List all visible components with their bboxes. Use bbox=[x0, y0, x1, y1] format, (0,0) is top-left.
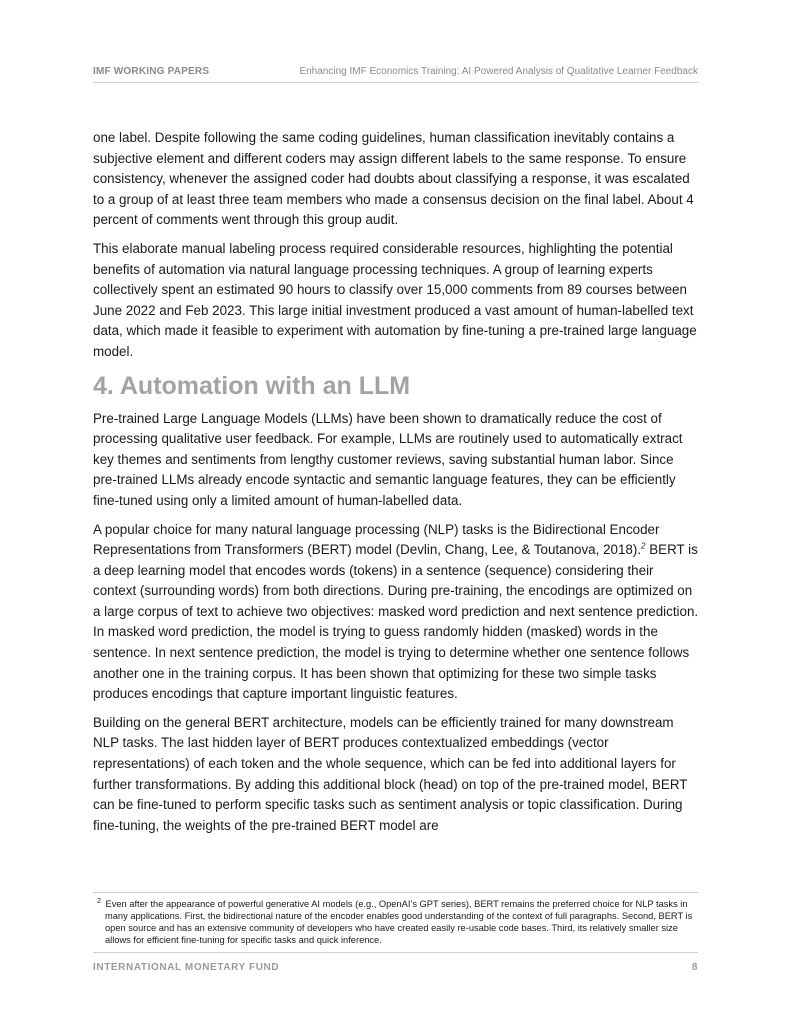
paragraph-text: A popular choice for many natural language processing (NLP) tasks is the Bidirectional Encoder Representations from Transformers (BERT) model (Devlin, Chang, Lee, & Toutanova, 2018). bbox=[93, 521, 660, 558]
footnote-body bbox=[97, 898, 699, 946]
paragraph-with-footnote bbox=[93, 520, 699, 705]
footnote-divider bbox=[93, 892, 698, 893]
running-header bbox=[93, 64, 698, 83]
running-footer bbox=[93, 952, 698, 973]
footnote-text: Even after the appearance of powerful generative AI models (e.g., OpenAI’s GPT series), BERT remains the preferred choice for NLP tasks in many applications. First, the bidirectional nature of the encoder enables good understanding of the context of full paragraphs. Second, BERT is open source and has an extensive community of developers who have created easily re-usable code bases. Third, its relatively smaller size allows for efficient fine-tuning for specific tasks and quick inference. bbox=[105, 899, 693, 945]
paragraph: Pre-trained Large Language Models (LLMs) have been shown to dramatically reduce the cost of processing qualitative user feedback. For example, LLMs are routinely used to automatically extract key themes and sentiments from lengthy customer reviews, saving substantial human labor. Since pre-trained LLMs already encode syntactic and semantic language features, they can be efficiently fine-tuned using only a limited amount of human-labelled data. bbox=[93, 410, 683, 508]
header-paper-title: Enhancing IMF Economics Training: AI Powered Analysis of Qualitative Learner Feedback bbox=[299, 66, 698, 77]
header-series-label: IMF WORKING PAPERS bbox=[93, 66, 210, 77]
footnote bbox=[97, 898, 699, 946]
paragraph-text: BERT is a deep learning model that encodes words (tokens) in a sentence (sequence) considering their context (surrounding words) from both directions. During pre-training, the encodings are optimized on a large corpus of text to achieve two objectives: masked word prediction and next sentence prediction. In masked word prediction, the model is trying to guess randomly hidden (masked) words in the sentence. In next sentence prediction, the model is trying to determine whether one sentence follows another one in the training corpus. It has been shown that optimizing for these two simple tasks produces encodings that capture important linguistic features. bbox=[93, 542, 699, 702]
footer-organization: INTERNATIONAL MONETARY FUND bbox=[93, 962, 280, 973]
body-text bbox=[93, 128, 699, 844]
paragraph: This elaborate manual labeling process required considerable resources, highlighting the potential benefits of automation via natural language processing techniques. A group of learning experts collectively spent an estimated 90 hours to classify over 15,000 comments from 89 courses between June 2022 and Feb 2023. This large initial investment produced a vast amount of human-labelled text data, which made it feasible to experiment with automation by fine-tuning a pre-trained large language model. bbox=[93, 240, 697, 359]
section-heading: 4. Automation with an LLM bbox=[93, 371, 411, 400]
paragraph: one label. Despite following the same coding guidelines, human classification inevitably contains a subjective element and different coders may assign different labels to the same response. To ensure consistency, whenever the assigned coder had doubts about classifying a response, it was escalated to a group of at least three team members who made a consensus decision on the final label. About 4 percent of comments went through this group audit. bbox=[93, 130, 694, 228]
page-number: 8 bbox=[691, 962, 698, 973]
footnote-reference[interactable]: 2 bbox=[641, 541, 646, 551]
paragraph: Building on the general BERT architecture, models can be efficiently trained for many downstream NLP tasks. The last hidden layer of BERT produces contextualized embeddings (vector representations) of each token and the whole sequence, which can be fed into additional layers for further transformations. By adding this additional block (head) on top of the pre-trained model, BERT can be fine-tuned to perform specific tasks such as sentiment analysis or topic classification. During fine-tuning, the weights of the pre-trained BERT model are bbox=[93, 714, 688, 833]
footnote-mark: 2 bbox=[97, 897, 101, 905]
